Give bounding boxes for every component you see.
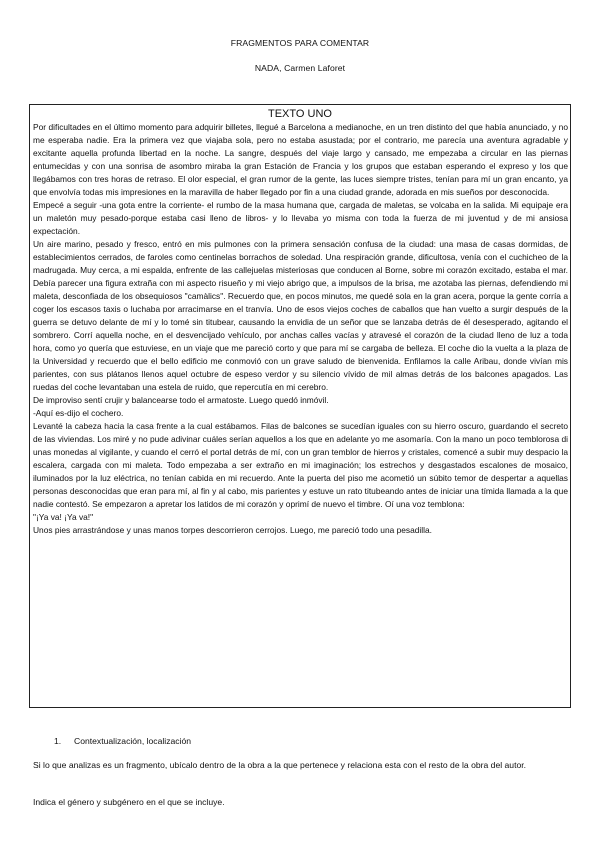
document-title: FRAGMENTOS PARA COMENTAR: [230, 38, 370, 48]
paragraph: De improviso sentí crujir y balancearse todo el armatoste. Luego quedó inmóvil.: [33, 395, 329, 405]
paragraph: "¡Ya va! ¡Ya va!": [33, 512, 94, 522]
paragraph: Por dificultades en el último momento para adquirir billetes, llegué a Barcelona a medianoche, en un tren distinto del que había anunciado, y no me esperaba nadie. Era la primera vez que viajaba sola, pero no estaba asustada; por el contrario, me parecía una aventura agradable y excitante aquella profunda libertad en la noche. La sangre, después del viaje largo y cansado, me empezaba a circular en las piernas entumecidas y con una sonrisa de asombro miraba la gran Estación de Francia y los grupos que estaban esperando el expreso y los que llegábamos con tres horas de retraso. El olor especial, el gran rumor de la gente, las luces siempre tristes, tenían para mí un gran encanto, ya que envolvía todas mis impresiones en la maravilla de haber llegado por fin a una ciudad grande, adorada en mis sueños por desconocida.: [33, 122, 568, 197]
question-text: Indica el género y subgénero en el que se incluye.: [33, 797, 225, 807]
paragraph: Empecé a seguir -una gota entre la corriente- el rumbo de la masa humana que, cargada de maletas, se volcaba en la salida. Mi equipaje era un maletón muy pesado-porque estaba casi lleno de libros- y lo llevaba yo misma con toda la fuerza de mi juventud y de mi ansiosa expectación.: [33, 200, 568, 236]
text-box-body: [33, 121, 568, 537]
paragraph: -Aquí es-dijo el cochero.: [33, 408, 124, 418]
document-subtitle: NADA, Carmen Laforet: [254, 63, 346, 73]
question-title: Contextualización, localización: [74, 736, 192, 746]
text-box: [29, 104, 571, 708]
question-text: Si lo que analizas es un fragmento, ubícalo dentro de la obra a la que pertenece y relaciona esta con el resto de la obra del autor.: [33, 760, 527, 770]
question-number: 1.: [54, 736, 62, 746]
text-box-title: TEXTO UNO: [268, 108, 332, 120]
paragraph: Un aire marino, pesado y fresco, entró en mis pulmones con la primera sensación confusa de la ciudad: una masa de casas dormidas, de establecimientos cerrados, de faroles como centinelas borrachos de soledad. Una respiración grande, dificultosa, venía con el cuchicheo de la madrugada. Muy cerca, a mi espalda, enfrente de las callejuelas misteriosas que conducen al Borne, sobre mi corazón excitado, estaba el mar. Debía parecer una figura extraña con mi aspecto risueño y mi viejo abrigo que, a impulsos de la brisa, me azotaba las piernas, defendiendo mi maleta, desconfiada de los obsequiosos "camàlics". Recuerdo que, en pocos minutos, me quedé sola en la gran acera, porque la gente corría a coger los escasos taxis o luchaba por arracimarse en el tranvía. Uno de esos viejos coches de caballos que han vuelto a surgir después de la guerra se detuvo delante de mí y lo tomé sin titubear, causando la envidia de un señor que se lanzaba detrás de él desesperado, agitando el sombrero. Corrí aquella noche, en el desvencijado vehículo, por anchas calles vacías y atravesé el corazón de la ciudad lleno de luz a toda hora, como yo quería que estuviese, en un viaje que me pareció corto y que para mí se cargaba de belleza. El coche dio la vuelta a la plaza de la Universidad y recuerdo que el bello edificio me conmovió con un grave saludo de bienvenida. Enfilamos la calle Aribau, donde vivían mis parientes, con sus plátanos llenos aquel octubre de espeso verdor y su silencio vívido de mil almas detrás de los balcones apagados. Las ruedas del coche levantaban una estela de ruido, que repercutía en mi cerebro.: [33, 239, 568, 392]
paragraph: Levanté la cabeza hacia la casa frente a la cual estábamos. Filas de balcones se sucedían iguales con su hierro oscuro, guardando el secreto de las viviendas. Los miré y no pude adivinar cuáles serían aquellos a los que en adelante yo me asomaría. Con la mano un poco temblorosa di unas monedas al vigilante, y cuando el cerró el portal detrás de mí, con un gran temblor de hierros y cristales, comencé a subir muy despacio la escalera, cargada con mi maleta. Todo empezaba a ser extraño en mi imaginación; los estrechos y desgastados escalones de mosaico, iluminados por la luz eléctrica, no tenían cabida en mi recuerdo. Ante la puerta del piso me acometió un súbito temor de despertar a aquellas personas desconocidas que eran para mí, al fin y al cabo, mis parientes y estuve un rato titubeando antes de iniciar una tímida llamada a la que nadie contestó. Se empezaron a apretar los latidos de mi corazón y oprimí de nuevo el timbre. Oí una voz temblona:: [33, 421, 568, 509]
paragraph: Unos pies arrastrándose y unas manos torpes descorrieron cerrojos. Luego, me pareció todo una pesadilla.: [33, 525, 432, 535]
question-heading: [54, 736, 191, 746]
